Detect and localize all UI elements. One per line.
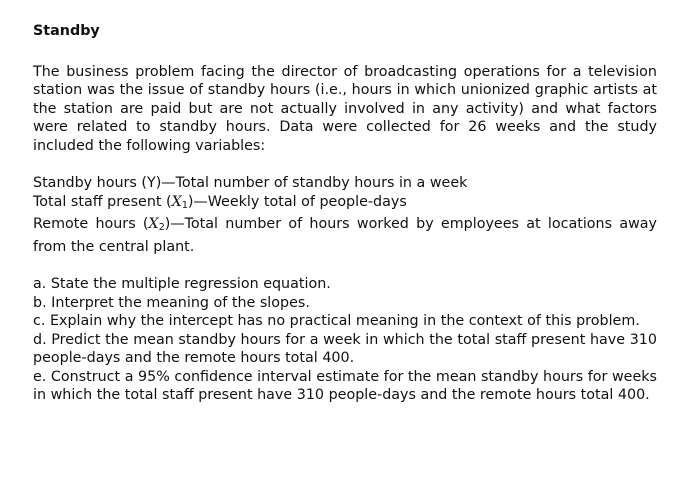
question-list	[33, 275, 657, 405]
question-a: a. State the multiple regression equation.	[33, 276, 331, 292]
problem-document	[33, 22, 657, 424]
question-d: d. Predict the mean standby hours for a week in which the total staff present have 310 people-days and the remote hours total 400.	[33, 331, 657, 366]
variable-list	[33, 174, 657, 256]
variable-x1: Total staff present $(X_1)—Weekly$ total of people-days	[33, 193, 407, 211]
question-e: e. Construct a 95% confidence interval estimate for the mean standby hours for weeks in which the total staff present have 310 people-days and the remote hours total 400.	[33, 368, 657, 403]
variable-x2: Remote hours $(X_2)—Total$ number of hours worked by employees at locations away from the central plant.	[33, 216, 658, 255]
variable-y: Standby hours (Y)—Total number of standby hours in a week	[33, 175, 468, 191]
problem-title: Standby	[33, 23, 100, 39]
problem-intro: The business problem facing the director of broadcasting operations for a television station was the issue of standby hours (i.e., hours in which unionized graphic artists at the station are paid but are not actually involved in any activity) and what factors were related to standby hours. Data were collected for 26 weeks and the study included the following variables:	[33, 63, 657, 154]
question-b: b. Interpret the meaning of the slopes.	[33, 294, 310, 311]
question-c: c. Explain why the intercept has no practical meaning in the context of this problem.	[33, 313, 640, 329]
